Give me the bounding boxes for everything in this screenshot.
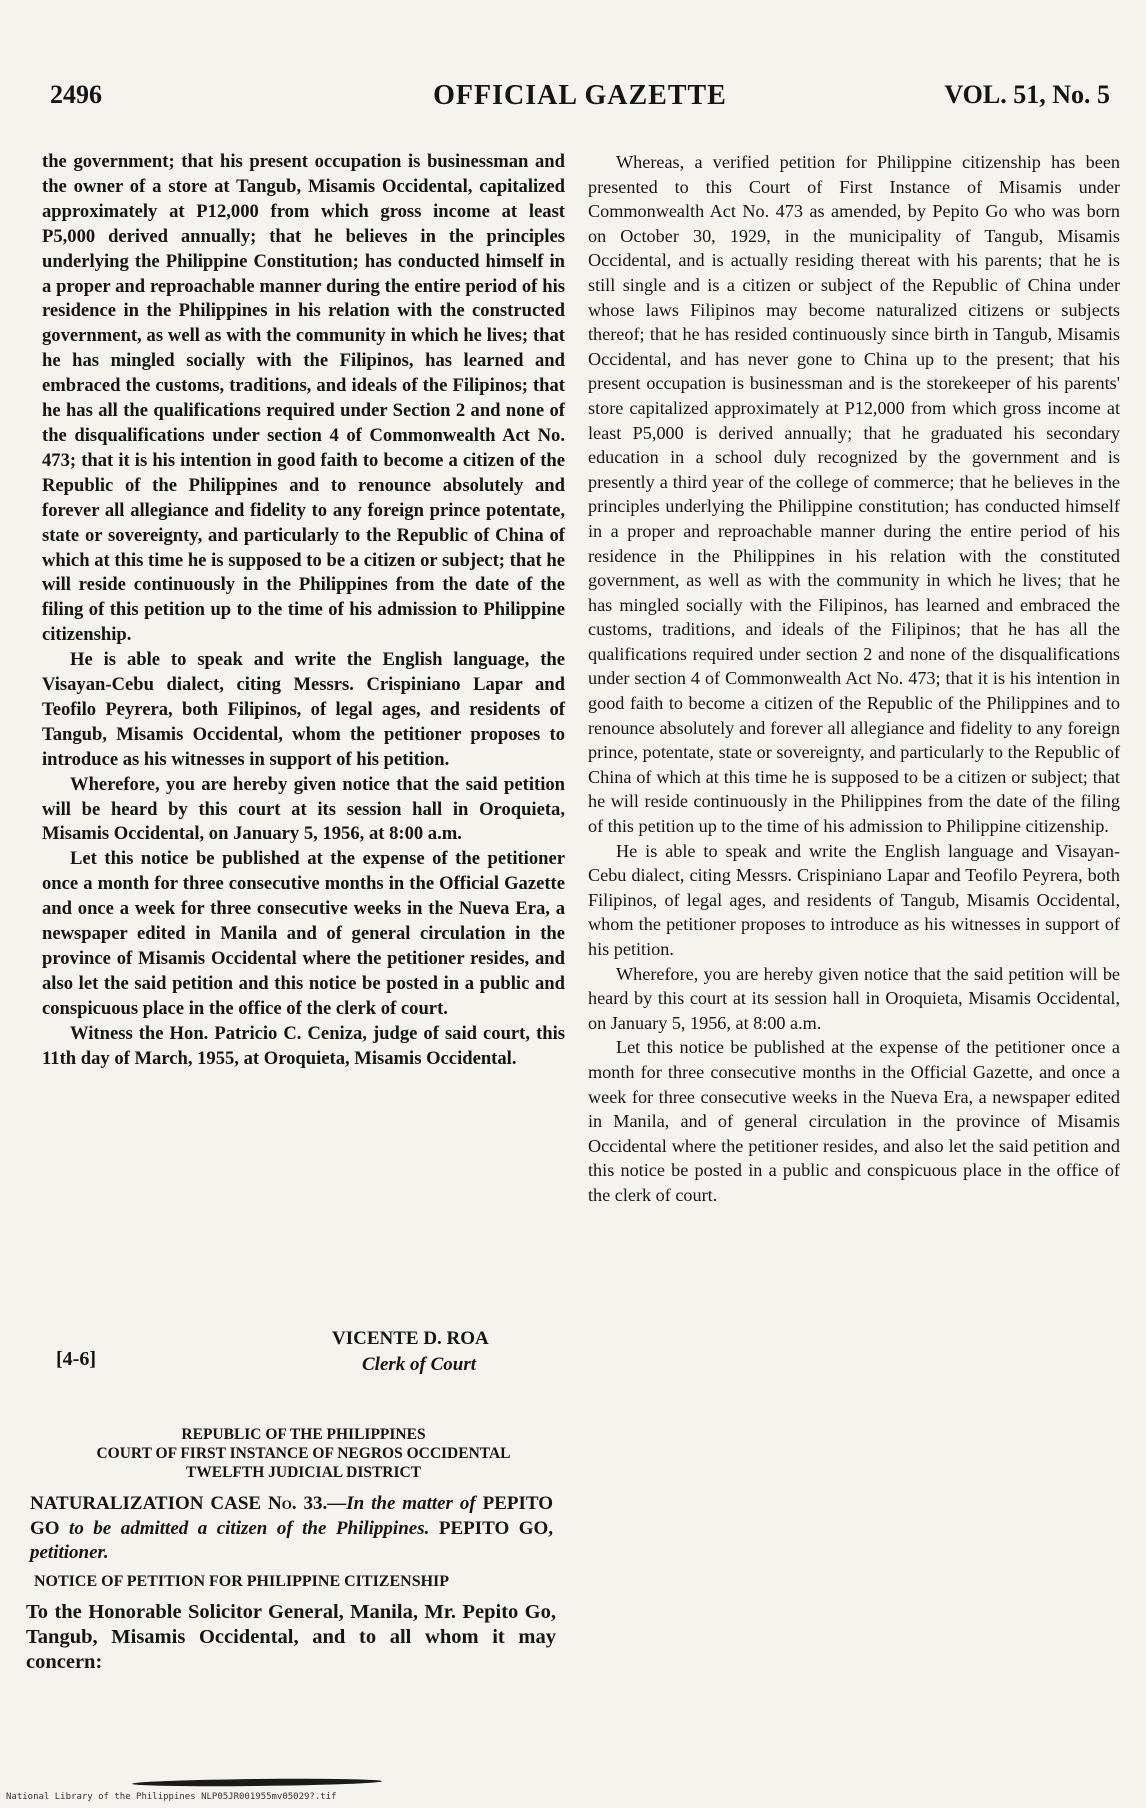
right-paragraph: Whereas, a verified petition for Philippine citizenship has been presented to this Court of First Instance of Misamis under Commonwealth Act No. 473 as amended, by Pepito Go who was born on October 30, 1929, in the municipality of Tangub, Misamis Occidental, and is actually residing thereat with his parents; that he is still single and is a citizen or subject of the Republic of China under whose laws Filipinos may become naturalized citizens or subjects thereof; that he has resided continuously since birth in Tangub, Misamis Occidental, and has never gone to China up to the present; that his present occupation is businessman and is the storekeeper of his parents' store capitalized approximately at P12,000 from which gross income at least P5,000 is derived annually; that he graduated his secondary education in a school duly recognized by the government and is presently a third year of the college of commerce; that he believes in the principles underlying the Philippine constitution; has conducted himself in a proper and reproachable manner during the entire period of his residence in the Philippines in his relation with the constituted government, as well as with the community in which he lives; that he has mingled socially with the Filipinos, has learned and embraced the customs, traditions, and ideals of the Filipinos; that he has all the qualifications required under section 2 and none of the disqualifications under section 4 of Commonwealth Act No. 473; that it is his intention in good faith to become a citizen of the Republic of the Philippines and to renounce absolutely and forever all allegiance and fidelity to any foreign prince, potentate, state or sovereignty, and particularly to the Republic of China of which at this time he is supposed to be a citizen or subject; that he will reside continuously in the Philippines from the date of the filing of this petition up to the time of his admission to Philippine citizenship. xyxy=(588,152,1120,837)
case-admission: to be admitted a citizen of the Philippines. xyxy=(69,1517,430,1539)
right-column xyxy=(588,150,1120,1208)
petitioner-role: petitioner. xyxy=(30,1542,109,1563)
left-paragraph: He is able to speak and write the English language, the Visayan-Cebu dialect, citing Messrs. Crispiniano Lapar and Teofilo Peyrera, both Filipinos, of legal ages, and residents of Tangub, Misamis Occidental, whom the petitioner proposes to introduce as his witnesses in support of his petition. xyxy=(42,649,565,770)
court-heading-line: COURT OF FIRST INSTANCE OF NEGROS OCCIDENTAL xyxy=(96,1445,511,1462)
court-heading xyxy=(42,1425,565,1482)
left-paragraph: Let this notice be published at the expense of the petitioner once a month for three consecutive months in the Official Gazette and once a week for three consecutive weeks in the Nueva Era, a newspaper edited in Manila and of general circulation in the province of Misamis Occidental where the petitioner resides, and also let the said petition and this notice be posted in a public and conspicuous place in the office of the clerk of court. xyxy=(42,848,565,1019)
signature-block xyxy=(42,1328,532,1390)
running-header xyxy=(50,80,1110,120)
notice-address: To the Honorable Solicitor General, Manila, Mr. Pepito Go, Tangub, Misamis Occidental, and to all whom it may concern: xyxy=(26,1601,556,1673)
volume-number: VOL. 51, No. 5 xyxy=(944,80,1110,109)
case-number: NATURALIZATION CASE No. 33.— xyxy=(30,1493,347,1514)
ink-smudge xyxy=(132,1778,382,1788)
page-number: 2496 xyxy=(50,80,102,109)
case-reference: [4-6] xyxy=(56,1348,96,1370)
petitioner-name: PEPITO GO xyxy=(30,1493,554,1539)
left-column xyxy=(42,150,565,1072)
scan-footer: National Library of the Philippines NLP05JR001955mv05029?.tif xyxy=(6,1792,337,1802)
court-heading-line: REPUBLIC OF THE PHILIPPINES xyxy=(181,1426,426,1443)
left-paragraph: Wherefore, you are hereby given notice that the said petition will be heard by this court at its session hall in Oroquieta, Misamis Occidental, on January 5, 1956, at 8:00 a.m. xyxy=(42,773,565,845)
notice-heading: NOTICE OF PETITION FOR PHILIPPINE CITIZENSHIP xyxy=(34,1573,450,1590)
left-paragraph: the government; that his present occupation is businessman and the owner of a store at Tangub, Misamis Occidental, capitalized approximately at P12,000 from which gross income at least P5,000 derived annually; that he believes in the principles underlying the Philippine Constitution; has conducted himself in a proper and reproachable manner during the entire period of his residence in the Philippines in his relation with the constructed government, as well as with the community in which he lives; that he has mingled socially with the Filipinos, has learned and embraced the customs, traditions, and ideals of the Filipinos; that he has all the qualifications required under Section 2 and none of the disqualifications under section 4 of Commonwealth Act No. 473; that it is his intention in good faith to become a citizen of the Republic of the Philippines and to renounce absolutely and forever all allegiance and fidelity to any foreign prince potentate, state or sovereignty, and particularly to the Republic of China of which at this time he is supposed to be a citizen or subject; that he will reside continuously in the Philippines from the date of the filing of this petition up to the time of his admission to Philippine citizenship. xyxy=(42,151,565,646)
right-paragraph: Let this notice be published at the expense of the petitioner once a month for three consecutive months in the Official Gazette, and once a week for three consecutive weeks in the Nueva Era, a newspaper edited in Manila, and of general circulation in the province of Misamis Occidental where the petitioner resides, and also let the said petition and this notice be posted in a public and conspicuous place in the office of the clerk of court. xyxy=(588,1037,1120,1205)
right-paragraph: Wherefore, you are hereby given notice that the said petition will be heard by this court at its session hall in Oroquieta, Misamis Occidental, on January 5, 1956, at 8:00 a.m. xyxy=(588,963,1120,1033)
left-paragraph: Witness the Hon. Patricio C. Ceniza, judge of said court, this 11th day of March, 1955, at Oroquieta, Misamis Occidental. xyxy=(42,1022,565,1069)
case-title xyxy=(30,1492,553,1566)
court-heading-line: TWELFTH JUDICIAL DISTRICT xyxy=(185,1464,422,1481)
right-paragraph: He is able to speak and write the English language and Visayan-Cebu dialect, citing Messrs. Crispiniano Lapar and Teofilo Peyrera, both Filipinos, of legal ages, and residents of Tangub, Misamis Occidental, whom the petitioner proposes to introduce as his witnesses in support of his petition. xyxy=(588,840,1120,959)
signer-name: VICENTE D. ROA xyxy=(332,1328,489,1349)
signer-title: Clerk of Court xyxy=(362,1354,477,1375)
petitioner-name-2: PEPITO GO, xyxy=(438,1517,554,1539)
case-matter: In the matter of xyxy=(346,1493,476,1514)
publication-title: OFFICIAL GAZETTE xyxy=(433,80,727,111)
